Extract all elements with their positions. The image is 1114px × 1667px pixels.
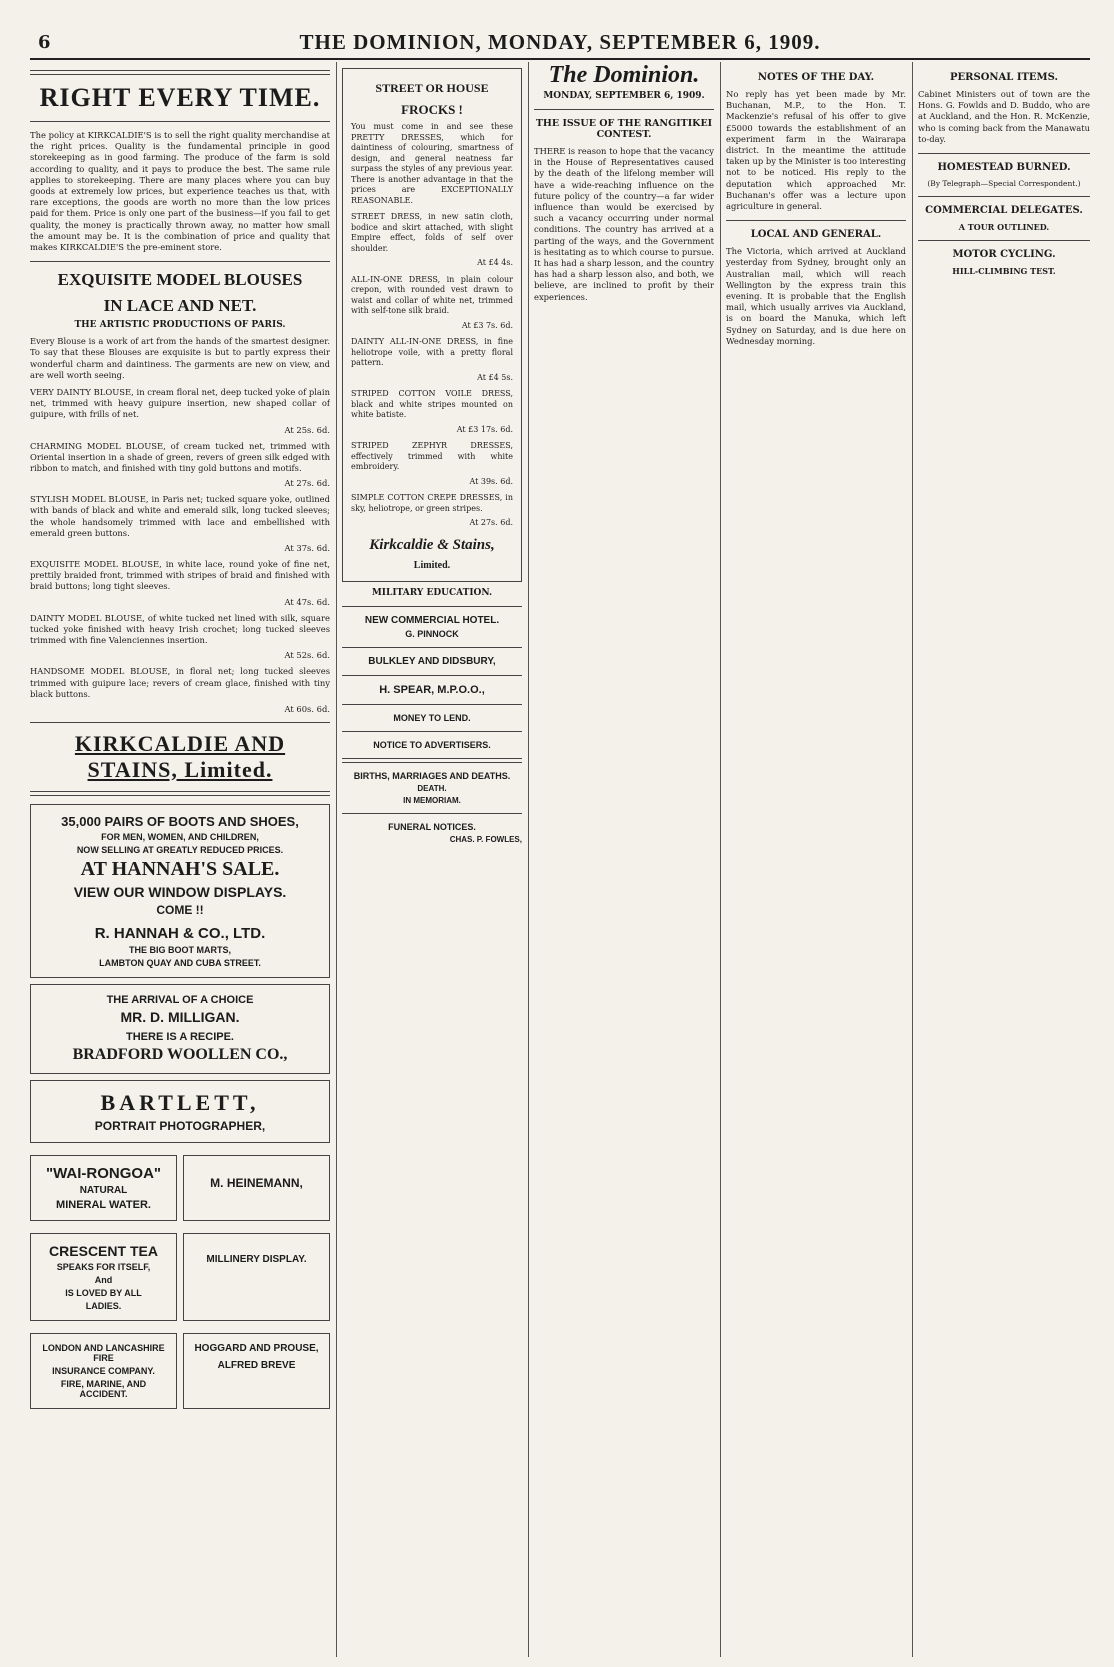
masthead <box>30 28 1090 60</box>
crescent-tea-ad <box>30 1233 177 1321</box>
list-item: SIMPLE COTTON CREPE DRESSES, in sky, heliotrope, or green stripes. <box>351 493 513 513</box>
crescent-tea-title: CRESCENT TEA <box>49 1242 158 1259</box>
divider <box>30 121 330 122</box>
right-every-time-heading: RIGHT EVERY TIME. <box>39 83 321 112</box>
list-item: STYLISH MODEL BLOUSE, in Paris net; tucked square yoke, outlined with bands of black and white and emerald silk, long tucked sleeves; the whole handsomely trimmed with lace and embellished with emerald green buttons. <box>30 494 330 538</box>
divider <box>342 704 522 705</box>
crescent-and: And <box>94 1274 113 1285</box>
page-number: 6 <box>38 32 51 53</box>
column-editorial <box>534 62 714 1657</box>
london-company: INSURANCE COMPANY. <box>52 1365 155 1376</box>
hannah-sale-title: AT HANNAH'S SALE. <box>80 857 280 880</box>
recipe-heading: THERE IS A RECIPE. <box>126 1030 234 1043</box>
spear-heading: H. SPEAR, M.P.O.O., <box>379 683 485 696</box>
blouses-subheading: IN LACE AND NET. <box>103 296 257 316</box>
list-item: VERY DAINTY BLOUSE, in cream floral net, deep tucked yoke of plain net, trimmed with heavy guipure insertion, new shaped collar of guipure, with frills of net. <box>30 387 330 420</box>
item-price: At 27s. 6d. <box>469 518 513 527</box>
item-price: At 25s. 6d. <box>284 424 330 435</box>
divider <box>534 109 714 110</box>
boots-reduced: NOW SELLING AT GREATLY REDUCED PRICES. <box>76 844 284 855</box>
blouses-heading: EXQUISITE MODEL BLOUSES <box>57 270 303 290</box>
memoriam-heading: IN MEMORIAM. <box>403 795 461 805</box>
column-news <box>918 62 1090 1657</box>
divider <box>342 758 522 763</box>
item-price: At 27s. 6d. <box>284 478 330 489</box>
issue-heading: THE ISSUE OF THE RANGITIKEI CONTEST. <box>535 118 713 140</box>
funeral-heading: FUNERAL NOTICES. <box>388 821 476 832</box>
wai-rongoa-ad <box>30 1155 177 1221</box>
list-item: DAINTY MODEL BLOUSE, of white tucked net lined with silk, square tucked yoke finished with heavy Irish crochet; long tucked sleeves trimmed with fine Valenciennes insertion. <box>30 612 330 646</box>
list-item: STRIPED COTTON VOILE DRESS, black and white stripes mounted on white batiste. <box>351 389 513 419</box>
new-hotel-heading: NEW COMMERCIAL HOTEL. <box>364 614 500 626</box>
blouse-list <box>30 387 330 714</box>
item-price: At 39s. 6d. <box>469 476 513 486</box>
item-price: At 60s. 6d. <box>284 703 330 714</box>
heinemann-name: M. HEINEMANN, <box>210 1175 303 1190</box>
blouses-tagline: THE ARTISTIC PRODUCTIONS OF PARIS. <box>74 320 286 331</box>
hannah-sale-ad <box>30 804 330 978</box>
divider <box>342 675 522 676</box>
fowles-signature: CHAS. P. FOWLES, <box>449 834 522 844</box>
boots-audience: FOR MEN, WOMEN, AND CHILDREN, <box>101 831 259 842</box>
london-types: FIRE, MARINE, AND ACCIDENT. <box>60 1378 147 1399</box>
personal-lead: Cabinet Ministers out of town are the Hons. G. Fowlds and D. Buddo, who are at Auckland, and the Hon. R. McKenzie, who is coming back from the Manawatu to-day. <box>918 89 1090 144</box>
millinery-ad <box>183 1233 330 1321</box>
masthead-title: THE DOMINION, MONDAY, SEPTEMBER 6, 1909. <box>299 30 821 54</box>
pinnock-name: G. PINNOCK <box>405 628 459 639</box>
item-price: At 37s. 6d. <box>284 543 330 554</box>
column-rule <box>336 62 337 1657</box>
ad-row <box>30 1227 330 1327</box>
ad-row <box>30 1327 330 1415</box>
alfred-breve: ALFRED BREVE <box>217 1359 296 1371</box>
milligan-ad <box>30 984 330 1074</box>
bradford-woollen: BRADFORD WOOLLEN CO., <box>72 1045 288 1063</box>
wai-rongoa-title: "WAI-RONGOA" <box>45 1164 162 1182</box>
births-heading: BIRTHS, MARRIAGES AND DEATHS. <box>353 770 511 781</box>
frocks-intro: You must come in and see these PRETTY DRESSES, which for daintiness of colouring, smartness of design, and general neatness far surpass the styles of any previous year. There is another advantage in that the prices are EXCEPTIONALLY REASONABLE. <box>351 122 513 205</box>
blouses-intro: Every Blouse is a work of art from the hands of the smartest designer. To say that these Blouses are exquisite is but to partly express their wonderful charm and daintiness. The garments are new on view, and are well worth seeing. <box>30 336 330 380</box>
list-item: DAINTY ALL-IN-ONE DRESS, in fine heliotrope voile, with a pretty floral pattern. <box>351 337 513 367</box>
street-house-heading: STREET OR HOUSE <box>375 81 489 95</box>
column-notes <box>726 62 906 1657</box>
divider <box>342 731 522 732</box>
item-price: At £3 7s. 6d. <box>461 320 513 330</box>
hannah-company: R. HANNAH & CO., LTD. <box>94 924 266 942</box>
list-item: EXQUISITE MODEL BLOUSE, in white lace, round yoke of fine net, prettily braided front, trimmed with stripes of braid and finished with braid buttons; long tight sleeves. <box>30 559 330 592</box>
kirkcaldie-stains-banner: KIRKCALDIE AND STAINS, Limited. <box>74 730 286 782</box>
commercial-heading: COMMERCIAL DELEGATES. <box>925 205 1083 217</box>
item-price: At £4 4s. <box>477 258 513 267</box>
wai-rongoa-natural: NATURAL <box>79 1184 128 1196</box>
item-price: At 52s. 6d. <box>284 650 330 661</box>
frocks-heading: FROCKS ! <box>401 102 463 117</box>
millinery-title: MILLINERY DISPLAY. <box>206 1253 307 1265</box>
window-displays: VIEW OUR WINDOW DISPLAYS. <box>73 883 287 900</box>
bartlett-ad <box>30 1080 330 1143</box>
ad-row <box>30 1149 330 1227</box>
editorial-date: MONDAY, SEPTEMBER 6, 1909. <box>543 91 705 101</box>
column-rule <box>528 62 529 1657</box>
frocks-ad <box>342 68 522 582</box>
personal-heading: PERSONAL ITEMS. <box>950 72 1058 83</box>
bartlett-title: PORTRAIT PHOTOGRAPHER, <box>94 1118 266 1133</box>
arrival-heading: THE ARRIVAL OF A CHOICE <box>106 993 254 1006</box>
motor-heading: MOTOR CYCLING. <box>952 249 1056 261</box>
hill-subheading: HILL-CLIMBING TEST. <box>952 266 1056 277</box>
divider <box>918 153 1090 154</box>
local-lead: The Victoria, which arrived at Auckland yesterday from Sydney, brought only an Australian mail, which will reach Wellington by the express train this evening. It is probable that the English mail, which usually arrives via Auckland, is on board the Manuka, which left Sydney on Saturday, and is due here on Wednesday morning. <box>726 246 906 346</box>
hannah-address: LAMBTON QUAY AND CUBA STREET. <box>99 957 261 968</box>
dominion-nameplate: The Dominion. <box>548 62 700 88</box>
crescent-speaks: SPEAKS FOR ITSELF, <box>56 1261 151 1272</box>
issue-lead: THERE is reason to hope that the vacancy in the House of Representatives caused by the death of the lifelong member will have a wide-reaching influence on the future policy of the country—a far wider influence than would be exercised by such a vacancy occurring under normal conditions. The country has arrived at a parting of the ways, and the Government is hesitating as to which course to pursue. It has had a sharp lesson, and the country has had a sharp lesson also, and both, we believe, are inclined to profit by their experiences. <box>534 146 714 302</box>
london-lancashire-ad <box>30 1333 177 1409</box>
item-price: At 47s. 6d. <box>284 596 330 607</box>
divider <box>342 647 522 648</box>
milligan-name: MR. D. MILLIGAN. <box>120 1008 240 1025</box>
wai-rongoa-mineral: MINERAL WATER. <box>56 1198 151 1211</box>
money-to-lend: MONEY TO LEND. <box>393 712 471 723</box>
boots-count: 35,000 PAIRS OF BOOTS AND SHOES, <box>61 813 299 829</box>
notes-heading: NOTES OF THE DAY. <box>757 72 875 83</box>
crescent-ladies: LADIES. <box>85 1300 122 1311</box>
item-price: At £4 5s. <box>477 372 513 382</box>
column-rule <box>720 62 721 1657</box>
london-title: LONDON AND LANCASHIRE FIRE <box>42 1342 165 1363</box>
list-item: STRIPED ZEPHYR DRESSES, effectively trimmed with white embroidery. <box>351 441 513 471</box>
homestead-byline: (By Telegraph—Special Correspondent.) <box>927 179 1081 189</box>
divider <box>30 722 330 723</box>
item-price: At £3 17s. 6d. <box>456 424 513 434</box>
tour-subheading: A TOUR OUTLINED. <box>958 222 1050 233</box>
list-item: HANDSOME MODEL BLOUSE, in floral net; long tucked sleeves trimmed with guipure lace; revers of cream glace, finished with tiny black buttons. <box>30 666 330 699</box>
local-heading: LOCAL AND GENERAL. <box>750 229 882 241</box>
heinemann-ad <box>183 1155 330 1221</box>
divider <box>30 261 330 262</box>
divider <box>342 813 522 814</box>
crescent-loved: IS LOVED BY ALL <box>65 1287 142 1298</box>
divider <box>342 606 522 607</box>
hannah-marts: THE BIG BOOT MARTS, <box>129 944 231 955</box>
divider <box>918 240 1090 241</box>
divider <box>726 220 906 221</box>
hoggard-prouse-ad <box>183 1333 330 1409</box>
bartlett-name: BARTLETT, <box>100 1089 260 1115</box>
death-heading: DEATH. <box>417 783 447 793</box>
kirkcaldie-limited: Limited. <box>413 559 451 571</box>
come-line: COME !! <box>156 902 204 917</box>
bulkley-heading: BULKLEY AND DIDSBURY, <box>368 655 496 667</box>
list-item: CHARMING MODEL BLOUSE, of cream tucked net, trimmed with Oriental insertion in a shade of green, revers of green silk edged with ribbon to match, and finished with tiny gold buttons and motifs. <box>30 440 330 474</box>
divider <box>918 196 1090 197</box>
list-item: ALL-IN-ONE DRESS, in plain colour crepon, with rounded vest drawn to waist and collar of white net, trimmed with self-tone silk braid. <box>351 274 513 315</box>
military-heading: MILITARY EDUCATION. <box>371 587 493 598</box>
divider <box>30 791 330 796</box>
kirkcaldie-intro: The policy at KIRKCALDIE'S is to sell the right quality merchandise at the right prices. Quality is the fundamental principle in good storekeeping as in good farming. The produce of the farm is sold according to quality, and it pays to produce the best. The same rule applies to storekeeping. There are many places where you can buy goods at extremely low prices, but experience teaches us that, with rare exceptions, the goods are worth no more than the low prices paid for them. Price is only one part of the business—if you fail to get quality, the money is practically thrown away, no matter how small the amount may be. It is the combination of price and quality that makes KIRKCALDIE'S the pre-eminent store. <box>30 130 330 253</box>
list-item: STREET DRESS, in new satin cloth, bodice and skirt attached, with slight Empire effect, folds of self over shoulder. <box>351 212 513 253</box>
notice-advertisers: NOTICE TO ADVERTISERS. <box>373 739 491 750</box>
homestead-heading: HOMESTEAD BURNED. <box>937 162 1071 174</box>
column-advertisements <box>30 62 330 1657</box>
notes-lead: No reply has yet been made by Mr. Buchanan, M.P., to the Hon. T. Mackenzie's refusal of his offer to give £5000 towards the establishment of an experiment farm in the Wairarapa district. In the meantime the attitude taken up by the Minister is too interesting not to be noticed. His reply to the deputation which approached Mr. Buchanan's offer was a lecture upon agriculture in general. <box>726 89 906 212</box>
column-rule <box>912 62 913 1657</box>
hoggard-title: HOGGARD AND PROUSE, <box>194 1342 319 1354</box>
kirkcaldie-signature: Kirkcaldie & Stains, <box>369 536 495 553</box>
divider <box>30 70 330 75</box>
column-classifieds <box>342 62 522 1657</box>
